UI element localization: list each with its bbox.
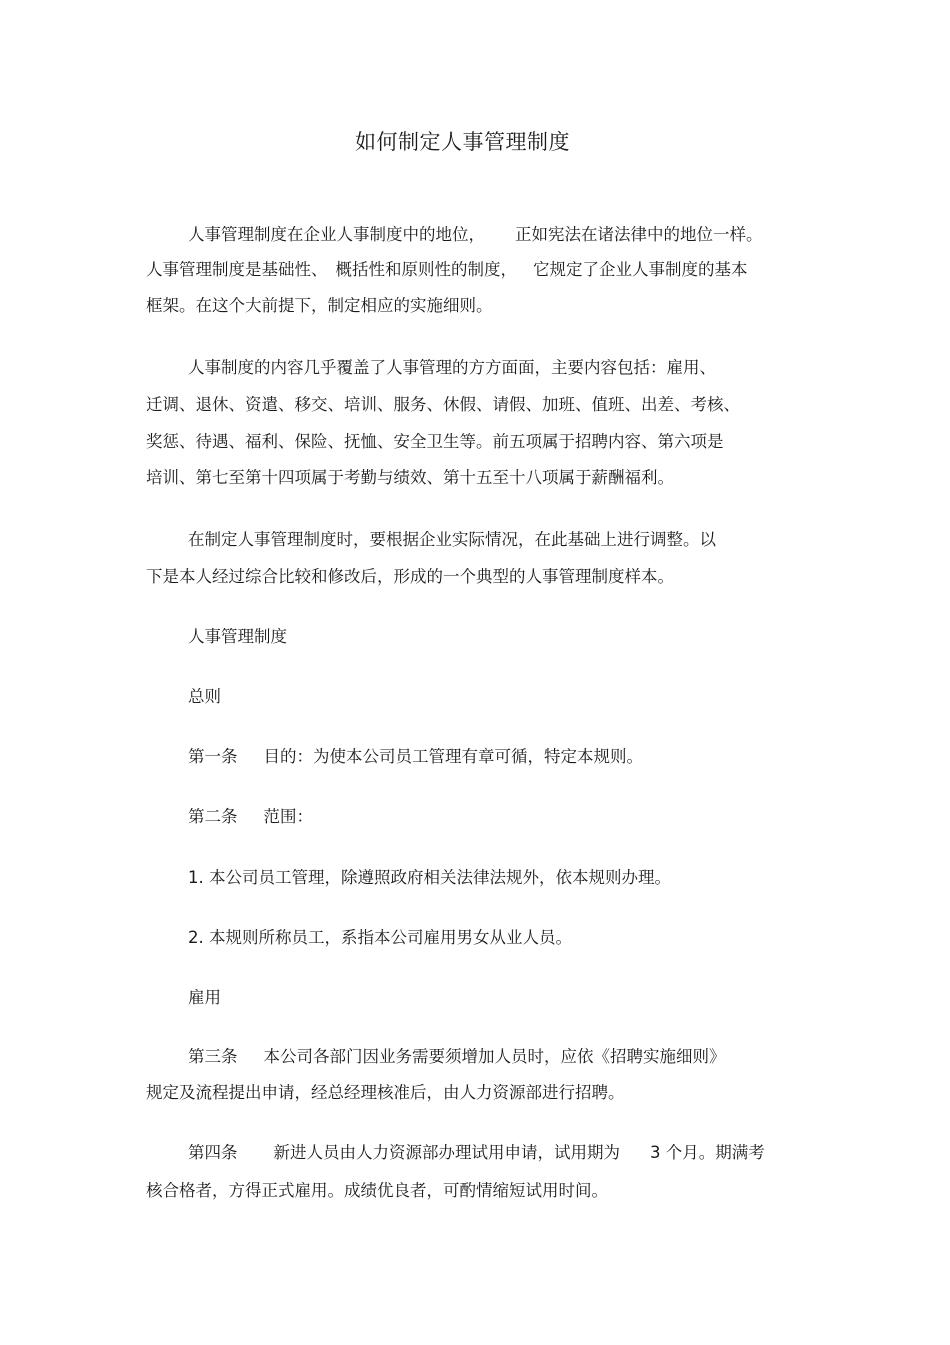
article-3-continuation: 规定及流程提出申请，经总经理核准后，由人力资源部进行招聘。: [146, 1083, 625, 1102]
article-4-text-b: 3 个月。期满考: [650, 1143, 765, 1162]
heading-general: 总则: [188, 687, 221, 706]
heading-system: 人事管理制度: [188, 627, 287, 646]
article-3-text: 本公司各部门因业务需要须增加人员时，应依《招聘实施细则》: [263, 1047, 726, 1066]
paragraph-2-line-3: 奖惩、待遇、福利、保险、抚恤、安全卫生等。前五项属于招聘内容、第六项是: [146, 432, 724, 451]
paragraph-3-line-2: 下是本人经过综合比较和修改后，形成的一个典型的人事管理制度样本。: [146, 567, 674, 586]
paragraph-2-line-1: 人事制度的内容几乎覆盖了人事管理的方方面面，主要内容包括：雇用、: [188, 358, 716, 377]
article-2-text: 范围：: [263, 807, 313, 826]
p1-l1a: 人事管理制度在企业人事制度中的地位，: [188, 225, 485, 244]
article-1-text: 目的：为使本公司员工管理有章可循，特定本规则。: [263, 747, 643, 766]
paragraph-2-line-2: 迁调、退休、资遣、移交、培训、服务、休假、请假、加班、值班、出差、考核、: [146, 395, 740, 414]
article-1: [188, 746, 643, 768]
document-title: 如何制定人事管理制度: [355, 130, 570, 154]
paragraph-1-line-1: [188, 224, 763, 246]
p1-l2c: 它规定了企业人事制度的基本: [533, 260, 748, 279]
list-item-2: 2. 本规则所称员工，系指本公司雇用男女从业人员。: [188, 928, 572, 947]
heading-hire: 雇用: [188, 988, 221, 1007]
article-3: [188, 1046, 726, 1068]
article-4-continuation: 核合格者，方得正式雇用。成绩优良者，可酌情缩短试用时间。: [146, 1181, 608, 1200]
article-4-text-a: 新进人员由人力资源部办理试用申请，试用期为: [273, 1143, 620, 1162]
article-4-number: 第四条: [188, 1143, 238, 1162]
article-1-number: 第一条: [188, 747, 238, 766]
paragraph-1-line-3: 框架。在这个大前提下，制定相应的实施细则。: [146, 296, 493, 315]
article-3-number: 第三条: [188, 1047, 238, 1066]
paragraph-2-line-4: 培训、第七至第十四项属于考勤与绩效、第十五至十八项属于薪酬福利。: [146, 468, 674, 487]
article-2: [188, 806, 313, 828]
article-4: [188, 1142, 765, 1164]
paragraph-1-line-2: [146, 259, 748, 281]
paragraph-3-line-1: 在制定人事管理制度时，要根据企业实际情况，在此基础上进行调整。以: [188, 530, 716, 549]
list-item-1: 1. 本公司员工管理，除遵照政府相关法律法规外，依本规则办理。: [188, 868, 671, 887]
p1-l2a: 人事管理制度是基础性、: [146, 260, 328, 279]
article-2-number: 第二条: [188, 807, 238, 826]
p1-l1b: 正如宪法在诸法律中的地位一样。: [515, 225, 763, 244]
p1-l2b: 概括性和原则性的制度，: [335, 260, 517, 279]
